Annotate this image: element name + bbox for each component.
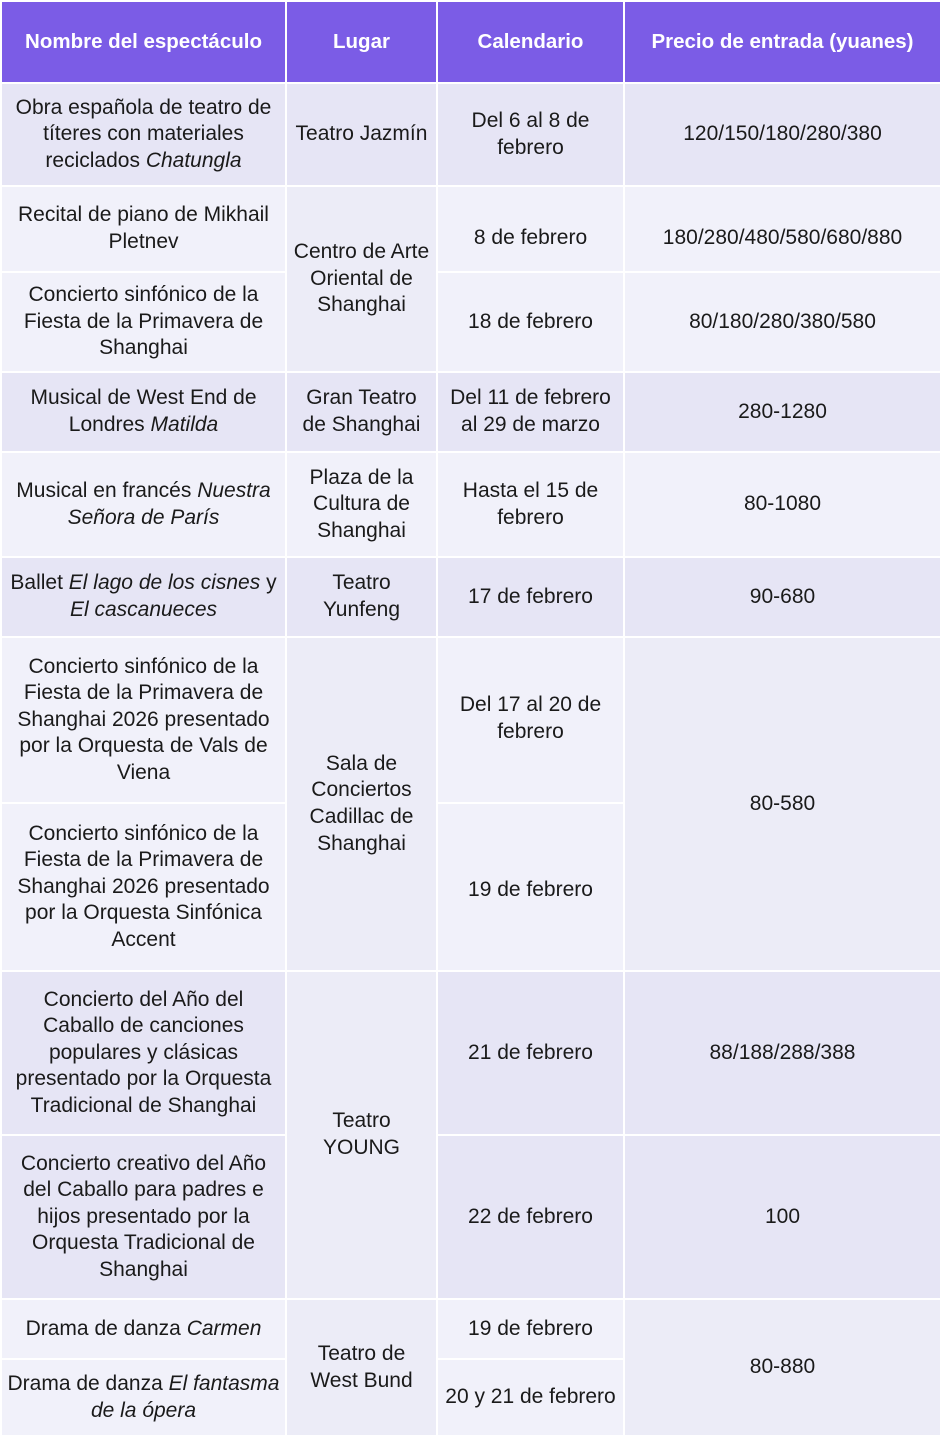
price-cell: 180/280/480/580/680/880 [624, 186, 940, 272]
table-row [1, 452, 940, 557]
price-cell: 80/180/280/380/580 [624, 272, 940, 372]
date-cell: Del 17 al 20 de febrero [437, 637, 624, 803]
table-row [1, 1299, 940, 1359]
show-name: Ballet El lago de los cisnes y El cascanueces [1, 557, 286, 637]
show-name: Recital de piano de Mikhail Pletnev [1, 186, 286, 272]
table-row [1, 83, 940, 186]
table-row [1, 1135, 940, 1299]
price-cell: 90-680 [624, 557, 940, 637]
show-name: Drama de danza El fantasma de la ópera [1, 1359, 286, 1436]
date-cell: 20 y 21 de febrero [437, 1359, 624, 1436]
venue-cell: Teatro de West Bund [286, 1299, 437, 1436]
show-name: Musical de West End de Londres Matilda [1, 372, 286, 452]
venue-cell: Gran Teatro de Shanghai [286, 372, 437, 452]
show-name: Concierto sinfónico de la Fiesta de la Primavera de Shanghai 2026 presentado por la Orquesta Sinfónica Accent [1, 803, 286, 971]
header-venue: Lugar [286, 1, 437, 83]
table-row [1, 637, 940, 803]
venue-cell: Plaza de la Cultura de Shanghai [286, 452, 437, 557]
price-cell: 80-1080 [624, 452, 940, 557]
show-name: Concierto creativo del Año del Caballo para padres e hijos presentado por la Orquesta Tradicional de Shanghai [1, 1135, 286, 1299]
table-row [1, 557, 940, 637]
date-cell: Hasta el 15 de febrero [437, 452, 624, 557]
show-name: Concierto sinfónico de la Fiesta de la Primavera de Shanghai 2026 presentado por la Orquesta de Vals de Viena [1, 637, 286, 803]
table-row [1, 971, 940, 1135]
price-cell: 280-1280 [624, 372, 940, 452]
table-row [1, 372, 940, 452]
table-row [1, 186, 940, 272]
price-cell: 100 [624, 1135, 940, 1299]
venue-cell: Teatro YOUNG [286, 971, 437, 1299]
venue-cell: Teatro Yunfeng [286, 557, 437, 637]
date-cell: 22 de febrero [437, 1135, 624, 1299]
price-cell: 88/188/288/388 [624, 971, 940, 1135]
date-cell: 18 de febrero [437, 272, 624, 372]
header-row [1, 1, 940, 83]
show-name: Obra española de teatro de títeres con materiales reciclados Chatungla [1, 83, 286, 186]
show-name: Drama de danza Carmen [1, 1299, 286, 1359]
date-cell: 17 de febrero [437, 557, 624, 637]
table-row [1, 272, 940, 372]
venue-cell: Sala de Conciertos Cadillac de Shanghai [286, 637, 437, 971]
date-cell: Del 11 de febrero al 29 de marzo [437, 372, 624, 452]
price-cell: 120/150/180/280/380 [624, 83, 940, 186]
price-cell: 80-580 [624, 637, 940, 971]
header-name: Nombre del espectáculo [1, 1, 286, 83]
date-cell: 19 de febrero [437, 1299, 624, 1359]
venue-cell: Centro de Arte Oriental de Shanghai [286, 186, 437, 372]
show-name: Musical en francés Nuestra Señora de París [1, 452, 286, 557]
header-schedule: Calendario [437, 1, 624, 83]
header-price: Precio de entrada (yuanes) [624, 1, 940, 83]
date-cell: 8 de febrero [437, 186, 624, 272]
show-name: Concierto del Año del Caballo de canciones populares y clásicas presentado por la Orquesta Tradicional de Shanghai [1, 971, 286, 1135]
price-cell: 80-880 [624, 1299, 940, 1436]
venue-cell: Teatro Jazmín [286, 83, 437, 186]
show-name: Concierto sinfónico de la Fiesta de la Primavera de Shanghai [1, 272, 286, 372]
date-cell: 19 de febrero [437, 803, 624, 971]
date-cell: 21 de febrero [437, 971, 624, 1135]
date-cell: Del 6 al 8 de febrero [437, 83, 624, 186]
